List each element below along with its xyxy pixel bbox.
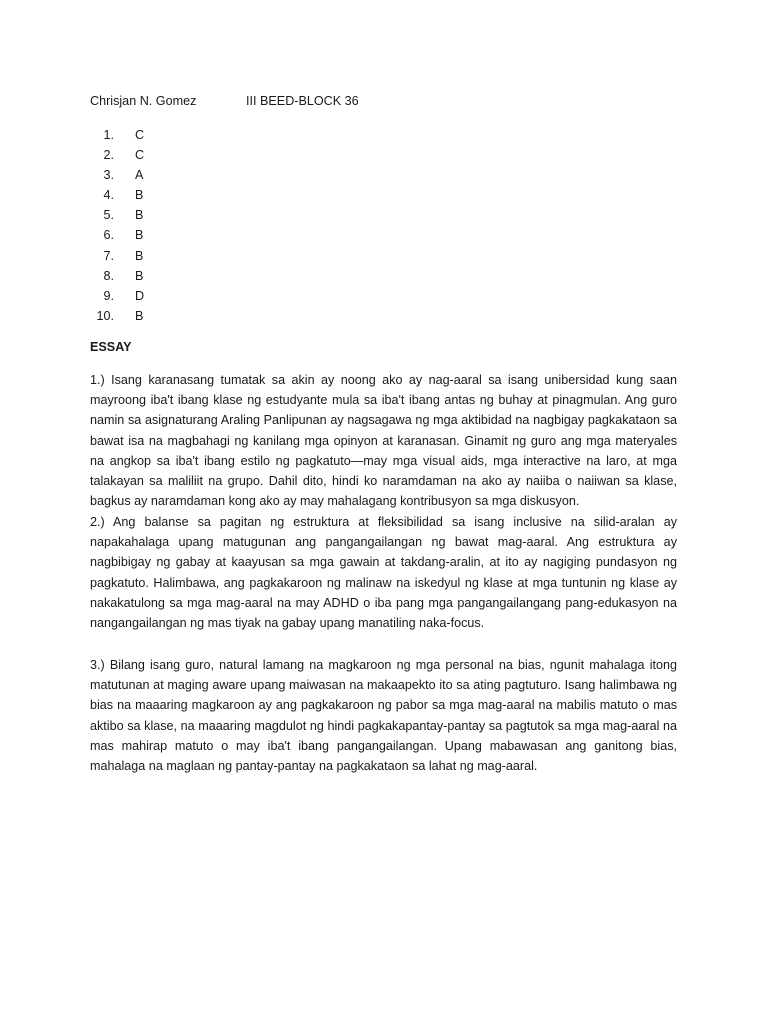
essay-paragraph-2: 2.) Ang balanse sa pagitan ng estruktura at fleksibilidad sa isang inclusive na silid-aralan ay napakahalaga upang matugunan ang pangangailangan ng bawat mag-aaral. Ang estruktura ay nagbibigay ng gabay at kaayusan sa mga gawain at takdang-aralin, at ito ay nagiging pundasyon ng pagkatuto. Halimbawa, ang pagkakaroon ng malinaw na iskedyul ng klase at mga tuntunin ng klase ay nakakatulong sa mga mag-aaral na may ADHD o iba pang mga pangangailangang pang-edukasyon na nangangailangan ng mas tiyak na gabay upang manatiling naka-focus. xyxy=(90,515,677,631)
item-number: 1. xyxy=(103,128,114,142)
item-number: 6. xyxy=(103,228,114,243)
item-number: 3. xyxy=(103,168,114,183)
list-item xyxy=(90,206,290,226)
list-item xyxy=(90,126,290,146)
item-answer: B xyxy=(135,268,144,283)
answer-list xyxy=(90,126,290,327)
item-number: 2. xyxy=(103,148,114,163)
item-answer: B xyxy=(135,228,144,243)
item-answer: B xyxy=(135,208,144,223)
essay-paragraph-3: 3.) Bilang isang guro, natural lamang na magkaroon ng mga personal na bias, ngunit mahalaga itong matutunan at maging aware upang maiwasan na makaapekto ito sa ating pagtuturo. Isang halimbawa ng bias na maaaring magkaroon ay ang pagkakaroon ng pabor sa mga mag-aaral na mabilis matuto o mas aktibo sa klase, na maaaring magdulot ng hindi pagkakapantay-pantay sa pagtutok sa mga mag-aaral na mas mahirap matuto o may iba't ibang pangangailangan. Upang mabawasan ang ganitong bias, mahalaga na maglaan ng pantay-pantay na pagkakataon sa lahat ng mag-aaral. xyxy=(90,658,677,774)
item-number: 10. xyxy=(96,308,114,323)
list-item xyxy=(90,146,290,166)
list-item xyxy=(90,247,290,267)
item-number: 7. xyxy=(103,248,114,263)
item-answer: C xyxy=(135,128,145,142)
essay-paragraph-1: 1.) Isang karanasang tumatak sa akin ay noong ako ay nag-aaral sa isang unibersidad kung saan mayroong iba't ibang klase ng estudyante mula sa iba't ibang antas ng buhay at pinagmulan. Ang guro namin sa asignaturang Araling Panlipunan ay nagsagawa ng mga aktibidad na nagbigay pagkakataon sa bawat isa na magbahagi ng kanilang mga opinyon at karanasan. Ginamit ng guro ang mga materyales na angkop sa iba't ibang estilo ng pagkatuto—may mga visual aids, mga interactive na laro, at mga talakayan sa maliliit na grupo. Dahil dito, hindi ko naramdaman na ako ay naiiba o naiiwan sa klase, bagkus ay naramdaman kong ako ay may mahalagang kontribusyon sa mga diskusyon. xyxy=(90,373,677,509)
item-number: 4. xyxy=(103,188,114,203)
list-item xyxy=(90,186,290,206)
item-answer: B xyxy=(135,188,144,203)
item-answer: C xyxy=(135,148,145,163)
item-number: 8. xyxy=(103,268,114,283)
item-answer: B xyxy=(135,308,144,323)
item-answer: D xyxy=(135,288,145,303)
item-number: 9. xyxy=(103,288,114,303)
item-answer: B xyxy=(135,248,144,263)
list-item xyxy=(90,307,290,327)
list-item xyxy=(90,287,290,307)
item-answer: A xyxy=(135,168,144,183)
class-section: III BEED-BLOCK 36 xyxy=(246,94,359,108)
student-name: Chrisjan N. Gomez xyxy=(90,94,197,108)
essay-heading: ESSAY xyxy=(90,340,132,354)
list-item xyxy=(90,267,290,287)
item-number: 5. xyxy=(103,208,114,223)
list-item xyxy=(90,226,290,246)
document-header xyxy=(90,94,690,110)
list-item xyxy=(90,166,290,186)
